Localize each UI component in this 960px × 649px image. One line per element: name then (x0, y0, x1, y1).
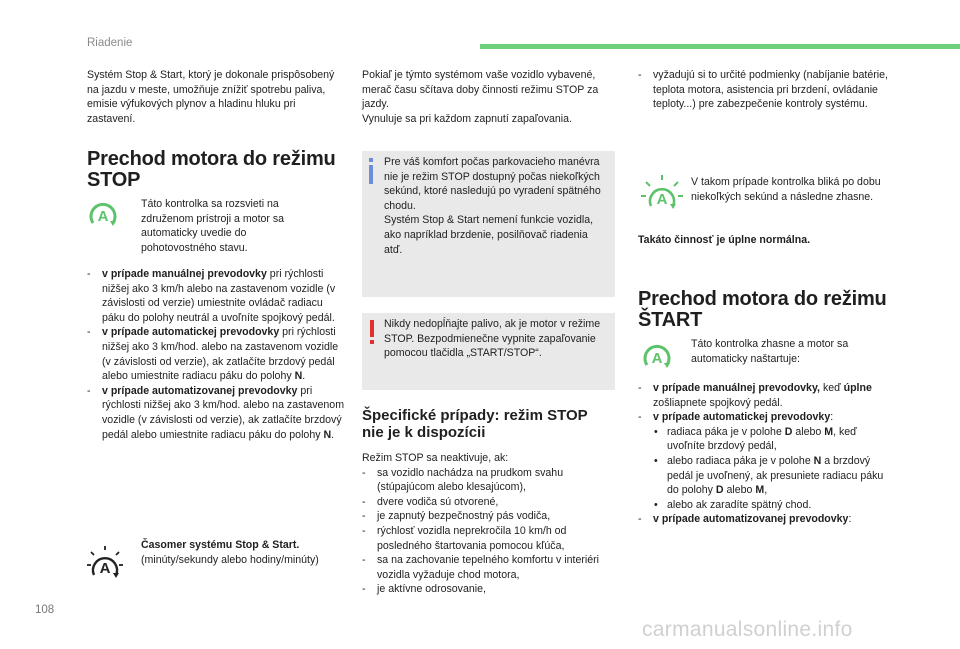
col1-icon-text: Táto kontrolka sa rozsvieti na združenom prístroji a motor sa automaticky uvedie do pohotovostného stavu. (141, 198, 285, 254)
sub-list-item: • radiaca páka je v polohe D alebo M, keď uvoľníte brzdový pedál, (638, 425, 888, 454)
col1-intro: Systém Stop & Start, ktorý je dokonale prispôsobený na jazdu v meste, umožňuje znížiť spotrebu paliva, emisie výfukových plynov a hladinu hluku pri zastavení. (87, 69, 335, 125)
svg-text:A: A (97, 208, 109, 225)
info-box-text: Pre váš komfort počas parkovacieho manévra nie je režim STOP dostupný počas niekoľkých sekúnd, ktoré nasledujú po vyradení spätného chodu. Systém Stop & Start nemení funkcie vozidla, ako napríklad brzdenie, posilňovač riadenia atď. (384, 156, 601, 256)
heading-stop-mode: Prechod motora do režimu STOP (87, 148, 336, 191)
col3-list (638, 381, 888, 527)
stop-start-blinking-icon (641, 175, 683, 213)
svg-text:A: A (656, 191, 668, 208)
list-item: - v prípade automatizovanej prevodovky: (638, 512, 888, 527)
stop-start-off-icon (640, 341, 674, 371)
page-number: 108 (35, 604, 55, 616)
section-accent-bar (480, 44, 960, 49)
col3-icon-text: V takom prípade kontrolka bliká po dobu niekoľkých sekúnd a následne zhasne. (691, 176, 881, 203)
timer-icon (86, 545, 124, 581)
timer-text: Časomer systému Stop & Start. (minúty/sekundy alebo hodiny/minúty) (141, 539, 319, 566)
heading-start-mode: Prechod motora do režimu ŠTART (638, 288, 887, 331)
stop-start-green-icon (86, 199, 120, 229)
list-item: - vyžadujú si to určité podmienky (nabíjanie batérie, teplota motora, asistencia pri brzdení, ovládanie teploty...) pre zabezpečenie kontroly systému. (638, 68, 888, 112)
list-item: - rýchlosť vozidla neprekročila 10 km/h od posledného štartovania pomocou kľúča, (362, 524, 614, 553)
info-icon (369, 158, 374, 184)
normal-operation-note: Takáto činnosť je úplne normálna. (638, 234, 811, 246)
list-item: - v prípade manuálnej prevodovky, keď úplne zošliapnete spojkový pedál. (638, 381, 888, 410)
svg-text:A: A (651, 350, 663, 367)
sub-list-item: • alebo radiaca páka je v polohe N a brzdový pedál je uvoľnený, ak presuniete radiacu páku do polohy D alebo M, (638, 454, 888, 498)
col3-intro (638, 68, 888, 112)
section-title: Riadenie (87, 37, 133, 49)
list-item: - v prípade automatickej prevodovky: (638, 410, 888, 425)
list-item: - v prípade automatickej prevodovky pri rýchlosti nižšej ako 3 km/hod. alebo na zastavenom vozidle (v závislosti od verzie), ak zatlačíte brzdový pedál alebo umiestnite radiacu páku do polohy N. (87, 325, 345, 383)
list-lead: Režim STOP sa neaktivuje, ak: (362, 452, 509, 464)
watermark: carmanualsonline.info (642, 618, 853, 641)
warning-exclamation-icon (369, 320, 375, 344)
warning-box (362, 313, 615, 390)
col2-list (362, 451, 614, 597)
list-item: - je zapnutý bezpečnostný pás vodiča, (362, 509, 614, 524)
warning-box-text: Nikdy nedopĺňajte palivo, ak je motor v režime STOP. Bezpodmienečne vypnite zapaľovanie pomocou tlačidla „START/STOP“. (384, 318, 601, 360)
col3-icon2-text: Táto kontrolka zhasne a motor sa automaticky naštartuje: (691, 338, 849, 365)
list-item: - v prípade automatizovanej prevodovky pri rýchlosti nižšej ako 3 km/hod. alebo na zastavenom vozidle (v závislosti od verzie), ak zatlačíte brzdový pedál alebo umiestnite radiacu páku do polohy N. (87, 384, 345, 442)
list-item: - dvere vodiča sú otvorené, (362, 495, 614, 510)
svg-text:A: A (99, 560, 111, 577)
col1-list (87, 267, 345, 442)
list-item: - v prípade manuálnej prevodovky pri rýchlosti nižšej ako 3 km/h alebo na zastavenom vozidle (v závislosti od verzie) umiestnite ovládač radiacu páku do polohy neutrál a uvoľníte spojkový pedál. (87, 267, 345, 325)
col2-intro: Pokiaľ je týmto systémom vaše vozidlo vybavené, merač času sčítava doby činnosti režimu STOP za jazdy. Vynuluje sa pri každom zapnutí zapaľovania. (362, 69, 599, 125)
heading-special-cases: Špecifické prípady: režim STOP nie je k dispozícii (362, 407, 588, 441)
info-box (362, 151, 615, 297)
list-item: - sa vozidlo nachádza na prudkom svahu (stúpajúcom alebo klesajúcom), (362, 466, 614, 495)
list-item: - sa na zachovanie tepelného komfortu v interiéri vozidla vyžaduje chod motora, (362, 553, 614, 582)
sub-list-item: • alebo ak zaradíte spätný chod. (638, 498, 888, 513)
list-item: - je aktívne odrosovanie, (362, 582, 614, 597)
